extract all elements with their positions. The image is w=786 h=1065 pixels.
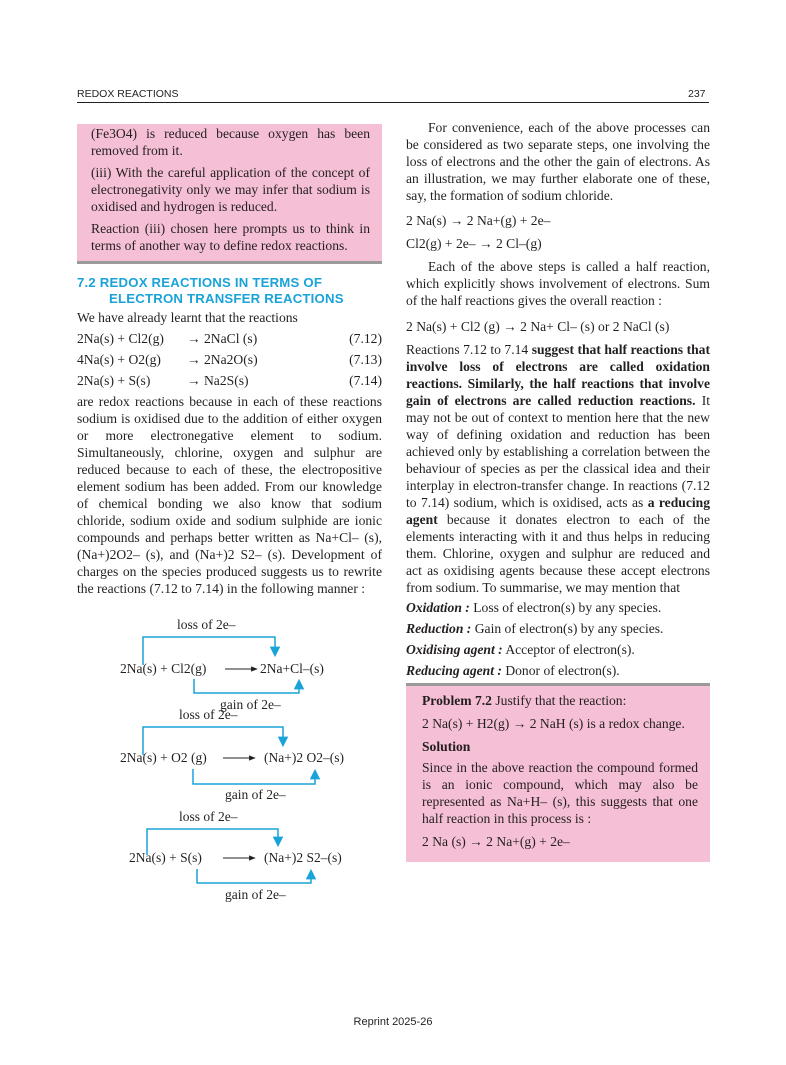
reactants: 2Na(s) + Cl2(g) xyxy=(120,661,207,676)
diagram-na2s xyxy=(129,809,342,902)
definition-reduction xyxy=(406,620,710,637)
definition-reducing-agent xyxy=(406,662,710,679)
eq-lhs: 2Na(s) + S(s) xyxy=(77,373,151,388)
term: Reduction : xyxy=(406,621,472,636)
reactants: 2Na(s) + O2 (g) xyxy=(120,750,207,765)
solution-label-text: Solution xyxy=(422,739,471,754)
solution-label xyxy=(422,738,698,755)
eq-number: (7.13) xyxy=(349,352,382,367)
section-heading xyxy=(77,275,382,307)
page-number: 237 xyxy=(688,88,706,100)
solution-text: Since in the above reaction the compound formed is an ionic compound, which may also be represented as Na+H– (s), this suggests that one half reaction in this process is : xyxy=(422,760,698,826)
right-column xyxy=(406,119,710,862)
continued-box xyxy=(77,124,382,264)
products: (Na+)2 S2–(s) xyxy=(264,850,342,865)
half-reaction-reduction: Cl2(g) + 2e– → 2 Cl–(g) xyxy=(406,236,542,251)
overall-reaction: 2 Na(s) + Cl2 (g) → 2 Na+ Cl– (s) or 2 NaCl (s) xyxy=(406,319,670,334)
equation-7-14 xyxy=(77,372,382,389)
left-column xyxy=(77,124,382,909)
eq-number: (7.12) xyxy=(349,331,382,346)
gain-label: gain of 2e– xyxy=(220,697,281,712)
body-paragraph: are redox reactions because in each of these reactions sodium is oxidised due to the addition of either oxygen or more electronegative element to sodium. Simultaneously, chlorine, oxygen and sulphur are reduced because to each of these, the electropositive element sodium has been added. From our knowledge of chemical bonding we also know that sodium chloride, sodium oxide and sodium sulphide are ionic compounds and perhaps better written as Na+Cl– (s), (Na+)2O2– (s), and (Na+)2 S2– (s). Development of charges on the species produced suggests us to rewrite the reactions (7.12 to 7.14) in the following manner : xyxy=(77,394,382,596)
definition: Donor of electron(s). xyxy=(501,663,620,678)
section-heading-line-2: ELECTRON TRANSFER REACTIONS xyxy=(109,291,344,306)
half-reaction-paragraph: Each of the above steps is called a half reaction, which explicitly shows involvement of electrons. Sum of the half reactions gives the overall reaction : xyxy=(406,259,710,308)
products: 2Na+Cl–(s) xyxy=(260,661,324,676)
text-run: Reactions 7.12 to 7.14 xyxy=(406,342,532,357)
definition: Loss of electron(s) by any species. xyxy=(469,600,662,615)
eq-rhs: → Na2S(s) xyxy=(187,373,249,388)
footer-reprint: Reprint 2025-26 xyxy=(353,1016,433,1028)
definition-oxidising-agent xyxy=(406,641,710,658)
box-paragraph-1: (Fe3O4) is reduced because oxygen has been removed from it. xyxy=(91,126,370,158)
running-header: REDOX REACTIONS xyxy=(77,88,179,100)
problem-heading xyxy=(422,692,698,709)
reactants: 2Na(s) + S(s) xyxy=(129,850,202,865)
text-run: It may not be out of context to mention here that the new way of defining oxidation and reduction has been achieved only by establishing a correlation between the behaviour of species as per the classical idea and their interplay in electron-transfer change. In reactions (7.12 to 7.14) sodium, which is oxidised, acts as xyxy=(406,393,710,510)
text-run: because it donates electron to each of the elements interacting with it and thus helps in reducing them. Chlorine, oxygen and sulphur are reduced and act as oxidising agents because these accept electrons from sodium. To summarise, we may mention that xyxy=(406,512,710,595)
gain-label: gain of 2e– xyxy=(225,787,286,802)
intro-text: We have already learnt that the reactions xyxy=(77,310,298,325)
bold-definition: suggest that half reactions that involve loss of electrons are called oxidation reactions. Similarly, the half reactions that involve gain of electrons are called reduction reactions. xyxy=(406,342,710,408)
eq-rhs: → 2NaCl (s) xyxy=(187,331,258,346)
loss-label: loss of 2e– xyxy=(179,809,238,824)
term: Reducing agent : xyxy=(406,663,502,678)
intro-paragraph: For convenience, each of the above processes can be considered as two separate steps, one involving the loss of electrons and the other the gain of electrons. As an illustration, we may further elaborate one of these, say, the formation of sodium chloride. xyxy=(406,120,710,203)
term: Oxidising agent : xyxy=(406,642,503,657)
equation-7-13 xyxy=(77,351,382,368)
box-paragraph-3: Reaction (iii) chosen here prompts us to think in terms of another way to define redox reactions. xyxy=(91,221,370,253)
diagram-nacl xyxy=(120,617,324,712)
solution-half-reaction: 2 Na (s) → 2 Na+(g) + 2e– xyxy=(422,834,570,849)
gain-arrow xyxy=(197,869,311,883)
gain-arrow xyxy=(193,769,315,784)
definition-oxidation xyxy=(406,599,710,616)
header-rule xyxy=(77,102,709,103)
eq-lhs: 2Na(s) + Cl2(g) xyxy=(77,331,164,346)
definition-paragraph xyxy=(406,341,710,596)
loss-label: loss of 2e– xyxy=(179,707,238,722)
half-reaction-oxidation: 2 Na(s) → 2 Na+(g) + 2e– xyxy=(406,213,551,228)
box-paragraph-2: (iii) With the careful application of the concept of electronegativity only we may infer that sodium is oxidised and hydrogen is reduced. xyxy=(91,165,370,214)
electron-transfer-diagrams xyxy=(77,609,382,909)
definitions-list xyxy=(406,599,710,679)
equation-7-12 xyxy=(77,330,382,347)
products: (Na+)2 O2–(s) xyxy=(264,750,344,765)
eq-lhs: 4Na(s) + O2(g) xyxy=(77,352,161,367)
definition: Gain of electron(s) by any species. xyxy=(471,621,664,636)
gain-label: gain of 2e– xyxy=(225,887,286,902)
eq-number: (7.14) xyxy=(349,373,382,388)
eq-rhs: → 2Na2O(s) xyxy=(187,352,258,367)
bold-term: a reducing agent xyxy=(406,495,711,527)
problem-title: Problem 7.2 xyxy=(422,693,492,708)
diagram-na2o xyxy=(120,707,344,802)
problem-equation: 2 Na(s) + H2(g) → 2 NaH (s) is a redox change. xyxy=(422,716,685,731)
gain-arrow xyxy=(194,679,299,693)
problem-box xyxy=(406,683,710,862)
definition: Acceptor of electron(s). xyxy=(502,642,635,657)
section-heading-line-1: 7.2 REDOX REACTIONS IN TERMS OF xyxy=(77,275,323,290)
loss-label: loss of 2e– xyxy=(177,617,236,632)
problem-question: Justify that the reaction: xyxy=(491,693,627,708)
term: Oxidation : xyxy=(406,600,470,615)
